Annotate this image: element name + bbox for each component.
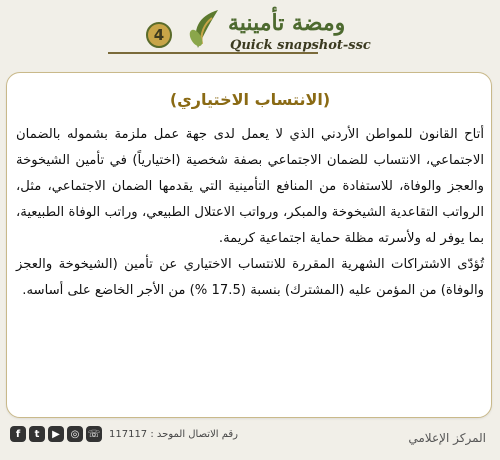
body-text	[16, 122, 484, 304]
leaf-logo-icon	[188, 8, 228, 52]
logo-english-title: Quick snapshot-ssc	[230, 38, 371, 53]
logo-arabic-title: ومضة تأمينية	[228, 10, 346, 36]
facebook-icon[interactable]: f	[10, 426, 26, 442]
twitter-icon[interactable]: t	[29, 426, 45, 442]
snapshot-number-badge: 4	[146, 22, 172, 48]
whatsapp-icon[interactable]: ☏	[86, 426, 102, 442]
paragraph-1: أتاح القانون للمواطن الأردني الذي لا يعمل لدى جهة عمل ملزمة بشموله بالضمان الاجتماعي، الانتساب للضمان الاجتماعي بصفة شخصية (اختيارياً) في تأمين الشيخوخة والعجز والوفاة، للاستفادة من المنافع التأمينية التي يقدمها الضمان الاجتماعي، مثل، الرواتب التقاعدية الشيخوخة والمبكر، ورواتب الاعتلال الطبيعي، وراتب الوفاة الطبيعية، بما يوفر له ولأسرته مظلة حماية اجتماعية كريمة.	[16, 127, 484, 246]
footer-social	[10, 426, 238, 442]
page-title: (الانتساب الاختياري)	[169, 90, 331, 109]
footer-org-name: المركز الإعلامي	[408, 431, 486, 445]
paragraph-2: تُؤدّى الاشتراكات الشهرية المقررة للانتساب الاختياري عن تأمين (الشيخوخة والعجز والوفاة) من المؤمن عليه (المشترك) بنسبة (17.5 %) من الأجر الخاضع على أساسه.	[16, 257, 484, 298]
youtube-icon[interactable]: ▶	[48, 426, 64, 442]
instagram-icon[interactable]: ◎	[67, 426, 83, 442]
phone-number: رقم الاتصال الموحد : 117117	[109, 428, 238, 440]
